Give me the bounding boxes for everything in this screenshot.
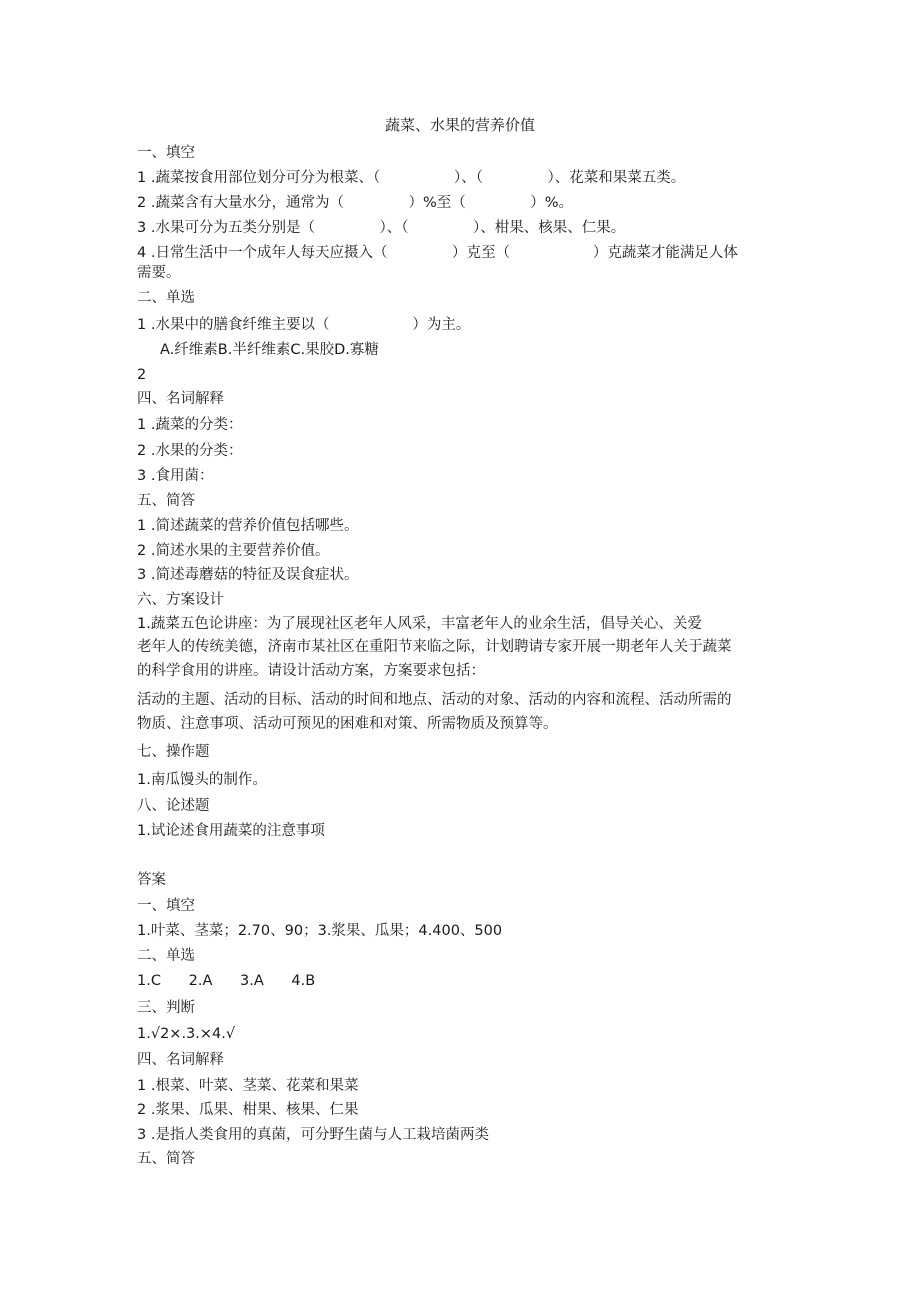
section-heading: 五、简答 <box>137 1151 195 1167</box>
question-line: 1 .蔬菜按食用部位划分可分为根菜、（ ）、（ ）、花菜和果菜五类。 <box>137 170 686 186</box>
question-line: 2 .水果的分类： <box>137 443 243 459</box>
question-line: 1.南瓜馒头的制作。 <box>137 772 267 788</box>
question-line: 3 .食用菌： <box>137 468 214 484</box>
answers-heading: 答案 <box>137 872 166 888</box>
answer-line: 3 .是指人类食用的真菌，可分野生菌与人工栽培菌两类 <box>137 1127 489 1143</box>
answer-line: 2 .浆果、瓜果、柑果、核果、仁果 <box>137 1102 359 1118</box>
answer-line: 1 .根菜、叶菜、茎菜、花菜和果菜 <box>137 1078 359 1094</box>
paragraph-line: 的科学食用的讲座。请设计活动方案，方案要求包括： <box>137 663 485 679</box>
section-heading: 七、操作题 <box>137 744 210 760</box>
answer-line: 1.叶菜、茎菜；2.70、90；3.浆果、瓜果；4.400、500 <box>137 923 503 939</box>
section-heading: 二、单选 <box>137 948 195 964</box>
question-line-cont: 需要。 <box>137 265 181 281</box>
question-line: 1 .简述蔬菜的营养价值包括哪些。 <box>137 518 359 534</box>
section-heading: 六、方案设计 <box>137 592 224 608</box>
document-title: 蔬菜、水果的营养价值 <box>384 116 535 134</box>
section-heading: 五、简答 <box>137 493 195 509</box>
section-heading: 一、填空 <box>137 898 195 914</box>
section-heading: 二、单选 <box>137 290 195 306</box>
section-heading: 四、名词解释 <box>137 1052 224 1068</box>
paragraph-line: 老年人的传统美德，济南市某社区在重阳节来临之际，计划聘请专家开展一期老年人关于蔬菜 <box>137 639 732 655</box>
question-line: 1 .水果中的膳食纤维主要以（ ）为主。 <box>137 317 471 333</box>
section-heading: 三、判断 <box>137 1000 195 1016</box>
answer-line: 1.√2×.3.×4.√ <box>137 1026 236 1042</box>
question-line: 1.试论述食用蔬菜的注意事项 <box>137 823 325 839</box>
paragraph-line: 1.蔬菜五色论讲座：为了展现社区老年人风采，丰富老年人的业余生活，倡导关心、关爱 <box>137 616 702 632</box>
section-heading: 一、填空 <box>137 145 195 161</box>
question-line: 3 .水果可分为五类分别是（ ）、（ ）、柑果、核果、仁果。 <box>137 220 626 236</box>
question-line: 3 .简述毒蘑菇的特征及误食症状。 <box>137 567 359 583</box>
paragraph-line: 物质、注意事项、活动可预见的困难和对策、所需物质及预算等。 <box>137 716 558 732</box>
section-heading: 八、论述题 <box>137 798 210 814</box>
answer-line: 1.C 2.A 3.A 4.B <box>137 973 316 989</box>
question-line: 2 .简述水果的主要营养价值。 <box>137 543 330 559</box>
question-line: 4 .日常生活中一个成年人每天应摄入（ ）克至（ ）克蔬菜才能满足人体 <box>137 245 738 261</box>
paragraph-line: 活动的主题、活动的目标、活动的时间和地点、活动的对象、活动的内容和流程、活动所需的 <box>137 692 732 708</box>
options-line: A.纤维素B.半纤维素C.果胶D.寡糖 <box>160 342 379 358</box>
question-line: 2 .蔬菜含有大量水分，通常为（ ）%至（ ）%。 <box>137 195 574 211</box>
question-line: 2 <box>137 367 147 383</box>
question-line: 1 .蔬菜的分类： <box>137 417 243 433</box>
section-heading: 四、名词解释 <box>137 391 224 407</box>
